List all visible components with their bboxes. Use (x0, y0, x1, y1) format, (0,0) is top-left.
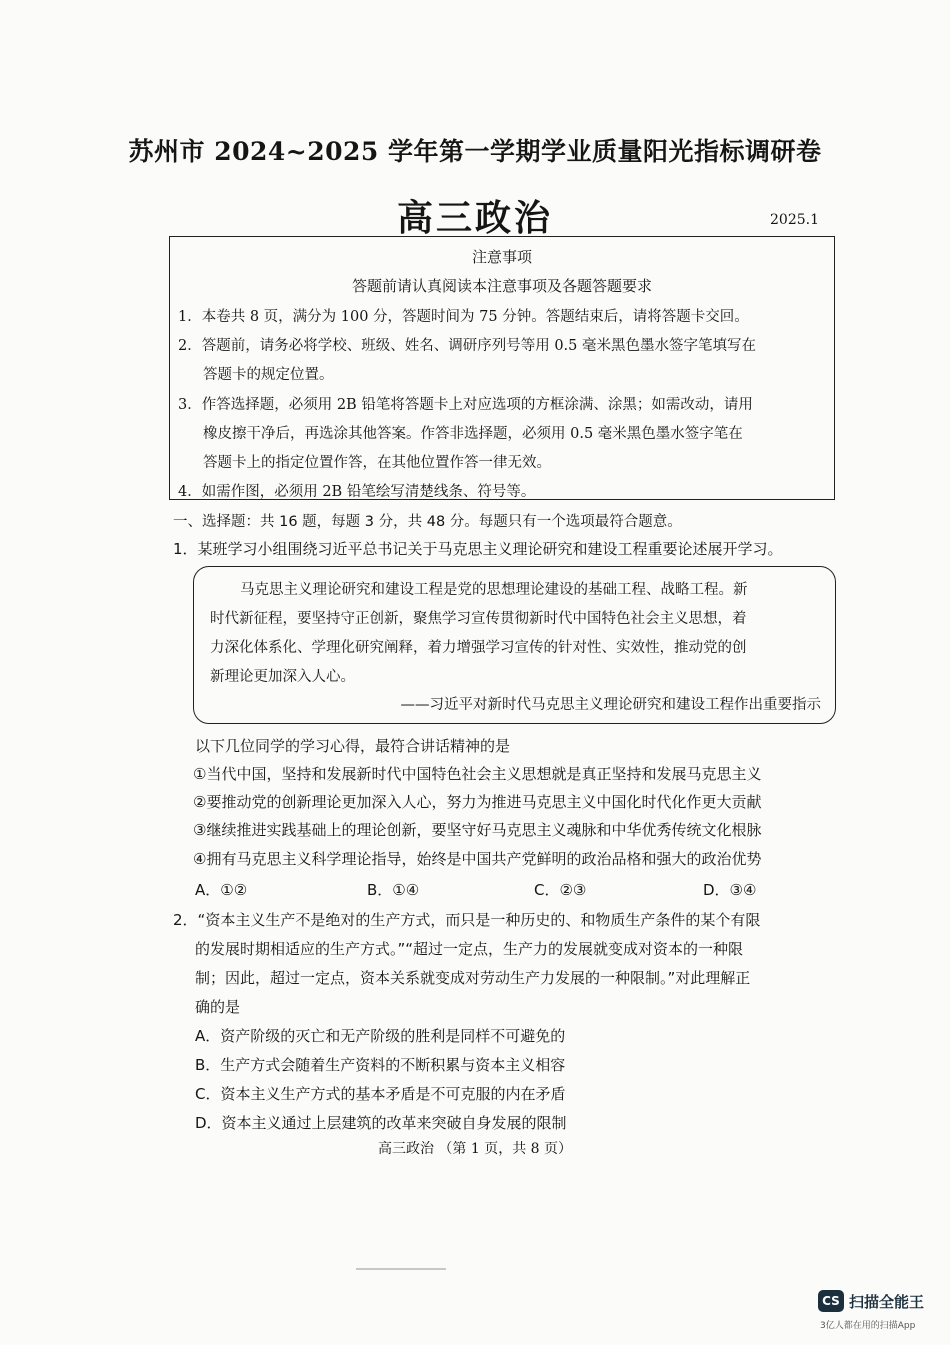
question-1-prompt: 以下几位同学的学习心得，最符合讲话精神的是 (195, 737, 511, 755)
notice-line: 4．如需作图，必须用 2B 铅笔绘写清楚线条、符号等。 (178, 484, 536, 500)
question-2-stem: 2．“资本主义生产不是绝对的生产方式，而只是一种历史的、和物质生产条件的某个有限 (173, 911, 761, 929)
quote-line: 马克思主义理论研究和建设工程是党的思想理论建设的基础工程、战略工程。新 (240, 582, 748, 598)
statement-item: ③继续推进实践基础上的理论创新，要坚守好马克思主义魂脉和中华优秀传统文化根脉 (193, 821, 762, 839)
notice-line: 答题卡的规定位置。 (203, 367, 334, 383)
quote-box (193, 566, 836, 724)
notice-line: 答题卡上的指定位置作答，在其他位置作答一律无效。 (203, 455, 551, 471)
page-footer: 高三政治 （第 1 页，共 8 页） (377, 1141, 573, 1157)
notice-box (169, 236, 835, 500)
watermark-brand: 扫描全能王 (849, 1293, 925, 1311)
statement-item: ①当代中国，坚持和发展新时代中国特色社会主义思想就是真正坚持和发展马克思主义 (193, 765, 762, 783)
quote-line: 新理论更加深入人心。 (210, 669, 355, 685)
q2-option-d: D．资本主义通过上层建筑的改革来突破自身发展的限制 (195, 1114, 567, 1132)
watermark-tagline: 3亿人都在用的扫描App (820, 1321, 916, 1331)
notice-subtitle: 答题前请认真阅读本注意事项及各题答题要求 (351, 277, 652, 295)
q1-option-d: D．③④ (703, 881, 757, 899)
q2-option-b: B．生产方式会随着生产资料的不断积累与资本主义相容 (195, 1056, 566, 1074)
scan-artifact-line (356, 1268, 446, 1270)
subject-title: 高三政治 (396, 197, 553, 239)
question-1-stem: 1．某班学习小组围绕习近平总书记关于马克思主义理论研究和建设工程重要论述展开学习。 (173, 540, 783, 558)
exam-title: 苏州市 2024~2025 学年第一学期学业质量阳光指标调研卷 (128, 137, 822, 166)
notice-line: 橡皮擦干净后，再选涂其他答案。作答非选择题，必须用 0.5 毫米黑色墨水签字笔在 (203, 426, 743, 442)
statement-item: ②要推动党的创新理论更加深入人心，努力为推进马克思主义中国化时代化作更大贡献 (193, 793, 762, 811)
quote-line: 力深化体系化、学理化研究阐释，着力增强学习宣传的针对性、实效性，推动党的创 (210, 640, 747, 656)
q2-option-c: C．资本主义生产方式的基本矛盾是不可克服的内在矛盾 (195, 1085, 566, 1103)
statement-item: ④拥有马克思主义科学理论指导，始终是中国共产党鲜明的政治品格和强大的政治优势 (193, 850, 762, 868)
question-2-stem: 的发展时期相适应的生产方式。”“超过一定点，生产力的发展就变成对资本的一种限 (195, 940, 744, 958)
q1-option-b: B．①④ (367, 881, 420, 899)
section-heading: 一、选择题：共 16 题，每题 3 分，共 48 分。每题只有一个选项最符合题意。 (173, 514, 682, 530)
notice-line: 1．本卷共 8 页，满分为 100 分，答题时间为 75 分钟。答题结束后，请将答题卡交回。 (178, 309, 749, 325)
notice-line: 3．作答选择题，必须用 2B 铅笔将答题卡上对应选项的方框涂满、涂黑；如需改动，请用 (178, 397, 753, 413)
notice-line: 2．答题前，请务必将学校、班级、姓名、调研序列号等用 0.5 毫米黑色墨水签字笔填写在 (178, 338, 756, 354)
q2-option-a: A．资产阶级的灭亡和无产阶级的胜利是同样不可避免的 (195, 1027, 566, 1045)
q1-option-c: C．②③ (534, 881, 587, 899)
q1-option-a: A．①② (195, 881, 248, 899)
question-2-stem: 制；因此，超过一定点，资本关系就变成对劳动生产力发展的一种限制。”对此理解正 (195, 969, 751, 987)
camscanner-logo-icon: CS (818, 1290, 844, 1312)
notice-title: 注意事项 (471, 248, 532, 266)
quote-line: 时代新征程，要坚持守正创新，聚焦学习宣传贯彻新时代中国特色社会主义思想，着 (210, 611, 747, 627)
question-2-stem: 确的是 (195, 998, 241, 1016)
exam-date: 2025.1 (770, 212, 819, 228)
quote-source: ——习近平对新时代马克思主义理论研究和建设工程作出重要指示 (400, 697, 821, 713)
